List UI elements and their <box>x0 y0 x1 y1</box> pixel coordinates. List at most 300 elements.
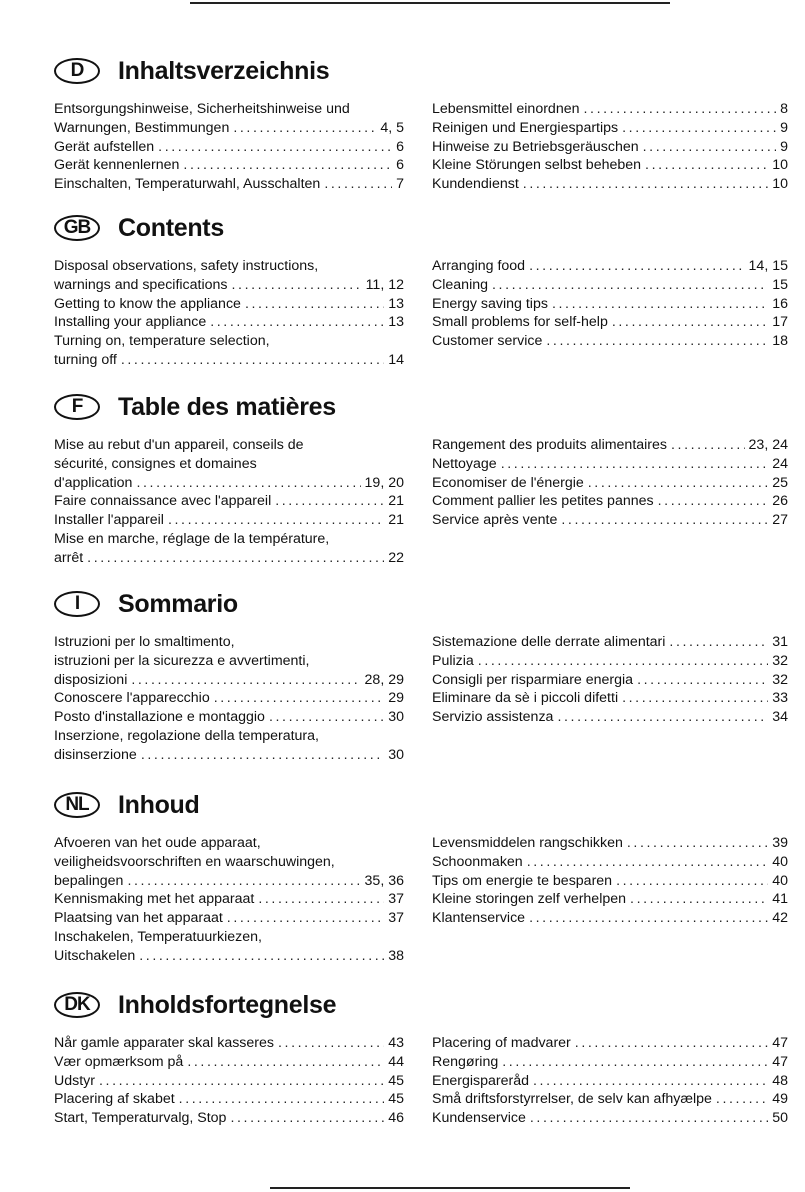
toc-entry-line <box>432 1053 788 1072</box>
dot-leader <box>622 119 776 138</box>
toc-entry[interactable] <box>432 492 788 511</box>
toc-entry[interactable] <box>54 890 404 909</box>
toc-entry-line <box>54 909 404 928</box>
toc-entry-line <box>54 1090 404 1109</box>
dot-leader <box>530 1109 768 1128</box>
dot-leader <box>232 276 362 295</box>
section-heading <box>54 54 329 88</box>
toc-entry-title: Gerät aufstellen <box>54 138 155 155</box>
toc-entry-line <box>432 890 788 909</box>
toc-entry-line <box>54 1053 404 1072</box>
toc-entry-title: Kleine Störungen selbst beheben <box>432 157 642 174</box>
toc-entry-title: Einschalten, Temperaturwahl, Ausschalten <box>54 176 321 193</box>
toc-entry[interactable] <box>432 1034 788 1053</box>
left-column <box>54 257 404 370</box>
page-number: 28, 29 <box>364 671 404 688</box>
toc-entry-line <box>54 689 404 708</box>
toc-entry[interactable] <box>54 492 404 511</box>
toc-entry[interactable] <box>432 313 788 332</box>
toc-entry-line <box>54 474 404 493</box>
toc-entry-line <box>432 1072 788 1091</box>
right-column <box>432 436 788 530</box>
country-code-badge: D <box>54 58 100 84</box>
toc-entry[interactable] <box>54 100 404 138</box>
dot-leader <box>214 689 385 708</box>
dot-leader <box>168 511 384 530</box>
toc-entry-title: Energy saving tips <box>432 295 548 312</box>
toc-entry-line <box>54 351 404 370</box>
toc-entry-title: turning off <box>54 351 117 368</box>
toc-entry[interactable] <box>432 138 788 157</box>
toc-entry-line <box>432 689 788 708</box>
page-number: 34 <box>772 709 788 726</box>
toc-entry[interactable] <box>54 1034 404 1053</box>
toc-entry-title: Lebensmittel einordnen <box>432 101 580 117</box>
toc-entry-line <box>432 633 788 652</box>
toc-entry-title: Kundendienst <box>432 176 519 193</box>
page-number: 44 <box>388 1053 404 1070</box>
page-number: 47 <box>772 1053 788 1070</box>
toc-entry-line <box>54 1072 404 1091</box>
toc-entry-line <box>54 313 404 332</box>
toc-entry-line <box>54 119 404 138</box>
toc-entry-line <box>432 671 788 690</box>
toc-entry[interactable] <box>54 295 404 314</box>
toc-entry[interactable] <box>432 100 788 119</box>
toc-entry-line <box>54 890 404 909</box>
section-heading <box>54 211 224 245</box>
toc-entry-title: Reinigen und Energiespartips <box>432 119 619 136</box>
toc-entry-title: Consigli per risparmiare energia <box>432 671 634 688</box>
toc-entry-line <box>54 671 404 690</box>
toc-entry[interactable] <box>54 1090 404 1109</box>
page-number: 13 <box>388 295 404 312</box>
toc-entry-line <box>432 313 788 332</box>
toc-entry-line <box>54 295 404 314</box>
dot-leader <box>529 909 768 928</box>
toc-entry[interactable] <box>432 1072 788 1091</box>
dot-leader <box>546 332 768 351</box>
left-column <box>54 1034 404 1128</box>
toc-entry-title: Service après vente <box>432 512 558 529</box>
right-column <box>432 633 788 727</box>
toc-entry[interactable] <box>432 689 788 708</box>
toc-entry[interactable] <box>54 511 404 530</box>
toc-entry-line <box>432 175 788 194</box>
dot-leader <box>139 947 384 966</box>
toc-entry-title: Uitschakelen <box>54 947 136 964</box>
dot-leader <box>131 671 360 690</box>
dot-leader <box>643 138 776 157</box>
page-number: 13 <box>388 314 404 331</box>
dot-leader <box>612 313 768 332</box>
page-number: 40 <box>772 853 788 870</box>
page-number: 6 <box>396 138 404 155</box>
toc-entry-line <box>54 872 404 891</box>
page-number: 18 <box>772 333 788 350</box>
page-number: 42 <box>772 910 788 927</box>
dot-leader <box>716 1090 768 1109</box>
page-number: 37 <box>388 891 404 908</box>
page-number: 24 <box>772 455 788 472</box>
toc-entry-line <box>432 295 788 314</box>
toc-entry[interactable] <box>432 1109 788 1128</box>
dot-leader <box>669 633 768 652</box>
toc-entry-title: Cleaning <box>432 276 489 293</box>
page-number: 40 <box>772 872 788 889</box>
toc-entry-line <box>54 511 404 530</box>
page-number: 45 <box>388 1072 404 1089</box>
dot-leader <box>99 1072 384 1091</box>
toc-entry[interactable] <box>54 909 404 928</box>
toc-entry[interactable] <box>54 834 404 890</box>
toc-entry-title: disinserzione <box>54 746 137 763</box>
toc-entry[interactable] <box>432 909 788 928</box>
dot-leader <box>324 175 392 194</box>
toc-entry[interactable] <box>432 295 788 314</box>
page-number: 30 <box>388 709 404 726</box>
dot-leader <box>233 119 376 138</box>
dot-leader <box>529 257 744 276</box>
toc-entry[interactable] <box>54 257 404 295</box>
page-number: 45 <box>388 1091 404 1108</box>
page-number: 8 <box>780 101 788 117</box>
toc-entry-title: disposizioni <box>54 671 128 688</box>
toc-entry-title: Faire connaissance avec l'appareil <box>54 493 272 510</box>
dot-leader <box>121 351 384 370</box>
dot-leader <box>630 890 768 909</box>
page-number: 10 <box>772 176 788 193</box>
toc-entry[interactable] <box>432 1053 788 1072</box>
country-code-badge: F <box>54 394 100 420</box>
toc-entry-text-line: Inschakelen, Temperatuurkiezen, <box>54 928 262 945</box>
dot-leader <box>627 834 768 853</box>
page-number: 49 <box>772 1091 788 1108</box>
page-number: 50 <box>772 1110 788 1127</box>
page-number: 15 <box>772 276 788 293</box>
dot-leader <box>523 175 768 194</box>
toc-entry[interactable] <box>54 689 404 708</box>
toc-entry-line <box>432 257 788 276</box>
toc-entry-line <box>54 947 404 966</box>
page-number: 46 <box>388 1110 404 1127</box>
page-number: 23, 24 <box>748 437 788 453</box>
toc-entry[interactable] <box>432 156 788 175</box>
toc-entry-title: Udstyr <box>54 1072 95 1089</box>
dot-leader <box>658 492 769 511</box>
toc-entry-line <box>432 511 788 530</box>
dot-leader <box>492 276 768 295</box>
dot-leader <box>501 455 769 474</box>
toc-entry-line <box>54 746 404 765</box>
toc-entry[interactable] <box>432 633 788 652</box>
dot-leader <box>187 1053 384 1072</box>
toc-entry-line <box>432 1109 788 1128</box>
page-number: 27 <box>772 512 788 529</box>
bottom-rule <box>270 1187 630 1189</box>
dot-leader <box>245 295 384 314</box>
toc-entry-line <box>432 1090 788 1109</box>
toc-entry-line <box>54 1034 404 1053</box>
page-number: 31 <box>772 634 788 650</box>
toc-entry[interactable] <box>54 928 404 966</box>
right-column <box>432 257 788 351</box>
toc-entry[interactable] <box>432 511 788 530</box>
page-number: 6 <box>396 157 404 174</box>
page-number: 35, 36 <box>364 872 404 889</box>
toc-entry-title: Posto d'installazione e montaggio <box>54 709 265 726</box>
toc-entry-line <box>432 455 788 474</box>
dot-leader <box>588 474 768 493</box>
dot-leader <box>478 652 768 671</box>
dot-leader <box>527 853 769 872</box>
page-number: 4, 5 <box>380 119 404 136</box>
toc-entry[interactable] <box>432 708 788 727</box>
dot-leader <box>269 708 384 727</box>
toc-entry[interactable] <box>54 1072 404 1091</box>
dot-leader <box>210 313 384 332</box>
toc-entry-line <box>54 156 404 175</box>
page-number: 29 <box>388 690 404 707</box>
country-code-badge: GB <box>54 215 100 241</box>
dot-leader <box>158 138 392 157</box>
toc-entry-line <box>432 652 788 671</box>
toc-entry[interactable] <box>432 257 788 276</box>
toc-entry-title: arrêt <box>54 549 84 566</box>
toc-entry-title: Start, Temperaturvalg, Stop <box>54 1110 227 1127</box>
toc-entry-title: Customer service <box>432 333 543 350</box>
toc-entry-title: Warnungen, Bestimmungen <box>54 119 230 136</box>
toc-entry-line <box>432 332 788 351</box>
left-column <box>54 436 404 568</box>
section-heading <box>54 988 336 1022</box>
toc-entry[interactable] <box>54 138 404 157</box>
page-number: 37 <box>388 910 404 927</box>
toc-entry-line <box>432 909 788 928</box>
toc-entry-line <box>432 492 788 511</box>
toc-entry-title: Nettoyage <box>432 455 497 472</box>
toc-entry-line <box>432 834 788 853</box>
toc-entry[interactable] <box>432 332 788 351</box>
toc-entry-title: Klantenservice <box>432 910 526 927</box>
toc-entry[interactable] <box>54 313 404 332</box>
toc-entry[interactable] <box>432 671 788 690</box>
page-number: 14, 15 <box>748 258 788 274</box>
toc-entry-line <box>54 549 404 568</box>
section-title: Table des matières <box>118 392 336 421</box>
dot-leader <box>227 909 384 928</box>
page-number: 21 <box>388 493 404 510</box>
toc-entry[interactable] <box>54 727 404 765</box>
dot-leader <box>258 890 384 909</box>
page-number: 7 <box>396 176 404 193</box>
page-number: 17 <box>772 314 788 331</box>
left-column <box>54 100 404 194</box>
country-code-badge: NL <box>54 792 100 818</box>
section-title: Inholdsfortegnelse <box>118 990 337 1019</box>
country-code-badge: DK <box>54 992 100 1018</box>
page-number: 26 <box>772 493 788 510</box>
page-number: 11, 12 <box>365 276 404 293</box>
toc-entry-text-line: Turning on, temperature selection, <box>54 333 270 350</box>
toc-entry[interactable] <box>54 708 404 727</box>
right-column <box>432 100 788 194</box>
section-title: Inhoud <box>118 790 200 819</box>
dot-leader <box>127 872 360 891</box>
dot-leader <box>561 511 768 530</box>
toc-entry[interactable] <box>54 175 404 194</box>
toc-entry[interactable] <box>432 1090 788 1109</box>
dot-leader <box>275 492 384 511</box>
toc-entry[interactable] <box>432 436 788 455</box>
toc-entry-line <box>432 119 788 138</box>
dot-leader <box>179 1090 385 1109</box>
toc-entry-title: Rengøring <box>432 1053 499 1070</box>
toc-entry-text-line: Entsorgungshinweise, Sicherheitshinweise und <box>54 101 350 117</box>
toc-entry[interactable] <box>54 332 404 370</box>
toc-entry[interactable] <box>432 474 788 493</box>
toc-entry-title: Kundenservice <box>432 1110 526 1127</box>
right-column <box>432 834 788 928</box>
toc-entry-line <box>54 138 404 157</box>
toc-entry-title: Small problems for self-help <box>432 314 608 331</box>
toc-entry-text-line: Inserzione, regolazione della temperatura, <box>54 727 319 744</box>
toc-entry-title: Arranging food <box>432 258 526 274</box>
toc-entry-text-line: Mise en marche, réglage de la température, <box>54 530 330 547</box>
toc-entry[interactable] <box>432 872 788 891</box>
toc-entry-line <box>432 708 788 727</box>
page-number: 9 <box>780 138 788 155</box>
section-title: Contents <box>118 213 224 242</box>
toc-entry-text-line: istruzioni per la sicurezza e avvertimenti, <box>54 652 310 669</box>
toc-entry-line <box>432 1034 788 1053</box>
toc-entry-text-line: Mise au rebut d'un appareil, conseils de <box>54 437 304 453</box>
toc-entry-title: Installing your appliance <box>54 314 207 331</box>
toc-entry-title: bepalingen <box>54 872 124 889</box>
page-number: 32 <box>772 671 788 688</box>
toc-entry[interactable] <box>432 175 788 194</box>
page-number: 30 <box>388 746 404 763</box>
toc-entry-title: Levensmiddelen rangschikken <box>432 835 623 851</box>
toc-entry[interactable] <box>432 652 788 671</box>
dot-leader <box>671 436 745 455</box>
toc-entry-title: Vær opmærksom på <box>54 1053 184 1070</box>
dot-leader <box>183 156 392 175</box>
toc-entry-title: Schoonmaken <box>432 853 523 870</box>
page-number: 41 <box>772 891 788 908</box>
toc-entry[interactable] <box>432 853 788 872</box>
dot-leader <box>278 1034 384 1053</box>
toc-entry-line <box>54 492 404 511</box>
toc-entry-title: Kleine storingen zelf verhelpen <box>432 891 627 908</box>
section-title: Sommario <box>118 589 238 618</box>
toc-entry-text-line: veiligheidsvoorschriften en waarschuwingen, <box>54 853 335 870</box>
page-number: 21 <box>388 512 404 529</box>
toc-entry-line <box>54 276 404 295</box>
dot-leader <box>502 1053 768 1072</box>
dot-leader <box>645 156 768 175</box>
toc-entry-title: warnings and specifications <box>54 276 228 293</box>
right-column <box>432 1034 788 1128</box>
country-code-badge: I <box>54 591 100 617</box>
toc-entry[interactable] <box>432 890 788 909</box>
top-rule <box>190 2 670 4</box>
toc-entry-title: d'application <box>54 474 133 491</box>
toc-entry-title: Kennismaking met het apparaat <box>54 891 255 908</box>
toc-entry[interactable] <box>54 633 404 689</box>
toc-entry-text-line: Afvoeren van het oude apparaat, <box>54 835 261 851</box>
page-number: 25 <box>772 474 788 491</box>
page-number: 16 <box>772 295 788 312</box>
dot-leader <box>575 1034 768 1053</box>
page-number: 14 <box>388 351 404 368</box>
toc-entry-title: Placering af skabet <box>54 1091 175 1108</box>
toc-entry-title: Gerät kennenlernen <box>54 157 180 174</box>
toc-entry-title: Energisparеråd <box>432 1072 530 1089</box>
toc-entry-line <box>432 276 788 295</box>
dot-leader <box>622 689 768 708</box>
toc-entry-title: Economiser de l'énergie <box>432 474 584 491</box>
toc-entry[interactable] <box>432 834 788 853</box>
toc-entry-title: Installer l'appareil <box>54 512 164 529</box>
page-number: 33 <box>772 690 788 707</box>
toc-entry-text-line: Disposal observations, safety instructions, <box>54 258 319 274</box>
page-number: 19, 20 <box>364 474 404 491</box>
toc-entry-title: Conoscere l'apparecchio <box>54 690 210 707</box>
toc-entry-line <box>432 100 788 119</box>
toc-entry-line <box>432 474 788 493</box>
section-heading <box>54 587 238 621</box>
toc-entry-title: Eliminare da sè i piccoli difetti <box>432 690 619 707</box>
left-column <box>54 834 404 966</box>
dot-leader <box>136 474 360 493</box>
toc-entry[interactable] <box>54 530 404 568</box>
toc-entry-title: Når gamle apparater skal kasseres <box>54 1035 275 1051</box>
toc-entry-title: Sistemazione delle derrate alimentari <box>432 634 666 650</box>
toc-entry[interactable] <box>432 455 788 474</box>
dot-leader <box>230 1109 384 1128</box>
toc-entry[interactable] <box>432 276 788 295</box>
section-heading <box>54 390 336 424</box>
toc-entry[interactable] <box>54 156 404 175</box>
toc-entry[interactable] <box>54 436 404 492</box>
left-column <box>54 633 404 765</box>
toc-entry-text-line: sécurité, consignes et domaines <box>54 455 257 472</box>
page-number: 22 <box>388 549 404 566</box>
toc-entry-line <box>54 1109 404 1128</box>
toc-entry-title: Placering of madvarer <box>432 1035 571 1051</box>
toc-entry-title: Små driftsforstyrrelser, de selv kan afhyælpe <box>432 1091 712 1108</box>
page-number: 10 <box>772 157 788 174</box>
page-number: 43 <box>388 1035 404 1051</box>
dot-leader <box>141 746 384 765</box>
toc-entry[interactable] <box>54 1053 404 1072</box>
page-number: 9 <box>780 119 788 136</box>
toc-entry-title: Pulizia <box>432 652 474 669</box>
toc-entry[interactable] <box>432 119 788 138</box>
dot-leader <box>557 708 768 727</box>
toc-entry-title: Servizio assistenza <box>432 709 554 726</box>
toc-entry[interactable] <box>54 1109 404 1128</box>
page-number: 38 <box>388 947 404 964</box>
toc-entry-title: Hinweise zu Betriebsgeräuschen <box>432 138 639 155</box>
section-heading <box>54 788 200 822</box>
toc-entry-title: Getting to know the appliance <box>54 295 241 312</box>
dot-leader <box>616 872 768 891</box>
toc-entry-line <box>54 175 404 194</box>
dot-leader <box>637 671 768 690</box>
toc-entry-title: Tips om energie te besparen <box>432 872 613 889</box>
